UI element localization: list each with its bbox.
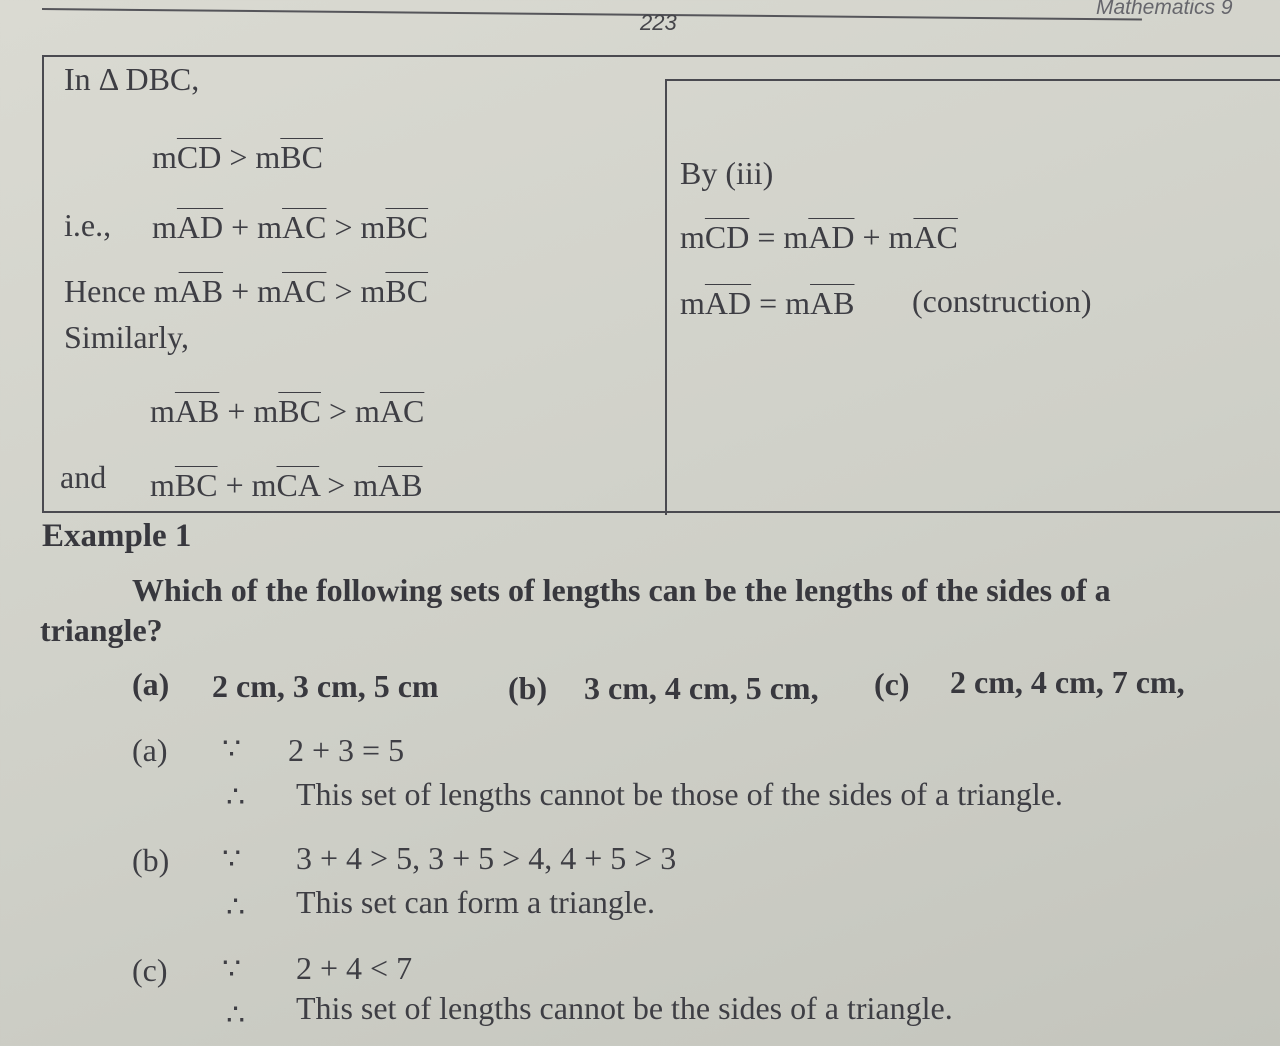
solution-a-expression: 2 + 3 = 5 bbox=[288, 732, 405, 768]
example-heading: Example 1 bbox=[42, 518, 192, 554]
top-rule bbox=[42, 8, 1142, 21]
option-b-value: 3 cm, 4 cm, 5 cm, bbox=[584, 670, 819, 706]
table-column-divider bbox=[665, 81, 667, 515]
reason-construction-note: (construction) bbox=[912, 283, 1092, 319]
question-line-2: triangle? bbox=[40, 612, 163, 648]
option-a-label: (a) bbox=[132, 666, 170, 702]
because-symbol: ∵ bbox=[222, 843, 242, 876]
similarly-label: Similarly, bbox=[64, 319, 190, 355]
page-number: 223 bbox=[640, 10, 677, 35]
option-c-value: 2 cm, 4 cm, 7 cm, bbox=[950, 664, 1185, 700]
option-c-label: (c) bbox=[874, 666, 910, 702]
option-a-value: 2 cm, 3 cm, 5 cm bbox=[212, 668, 439, 704]
book-title: Mathematics 9 bbox=[1096, 0, 1233, 19]
statement-prefix-ie: i.e., bbox=[64, 207, 112, 243]
option-b-label: (b) bbox=[508, 670, 548, 706]
table-column-top-rule bbox=[665, 79, 1280, 81]
statement-line-5: $m\overline{BC} + m\overline{CA} > m\overline{AB}$ bbox=[150, 467, 423, 503]
statement-line-2: $m\overline{AD} + m\overline{AC} > m\overline{BC}$ bbox=[152, 209, 429, 245]
therefore-symbol: ∴ bbox=[226, 781, 246, 814]
solution-b-conclusion: This set can form a triangle. bbox=[296, 884, 655, 920]
therefore-symbol: ∴ bbox=[226, 891, 246, 924]
proof-intro: In Δ DBC, bbox=[64, 61, 200, 97]
solution-c-expression: 2 + 4 < 7 bbox=[296, 950, 413, 986]
because-symbol: ∵ bbox=[222, 953, 242, 986]
solution-c-conclusion: This set of lengths cannot be the sides of a triangle. bbox=[296, 990, 953, 1026]
therefore-symbol: ∴ bbox=[226, 999, 246, 1032]
proof-table bbox=[42, 55, 1280, 513]
reason-line-1: $m\overline{CD} = m\overline{AD} + m\overline{AC}$ bbox=[680, 219, 958, 255]
solution-a-label: (a) bbox=[132, 732, 168, 768]
reason-line-2: $m\overline{AD} = m\overline{AB}$ bbox=[680, 285, 855, 321]
solution-b-label: (b) bbox=[132, 842, 170, 878]
solution-a-conclusion: This set of lengths cannot be those of the sides of a triangle. bbox=[296, 776, 1063, 812]
statement-line-1: $m\overline{CD} > m\overline{BC}$ bbox=[152, 139, 323, 175]
statement-line-4: $m\overline{AB} + m\overline{BC} > m\overline{AC}$ bbox=[150, 393, 425, 429]
reason-by-iii: By (iii) bbox=[680, 155, 774, 191]
statement-line-3: Hence $m\overline{AB} + m\overline{AC} > m\overline{BC}$ bbox=[64, 273, 429, 309]
because-symbol: ∵ bbox=[222, 733, 242, 766]
solution-b-expression: 3 + 4 > 5, 3 + 5 > 4, 4 + 5 > 3 bbox=[296, 840, 677, 876]
question-line-1: Which of the following sets of lengths can be the lengths of the sides of a bbox=[132, 572, 1111, 608]
solution-c-label: (c) bbox=[132, 952, 168, 988]
statement-prefix-and: and bbox=[60, 459, 107, 495]
